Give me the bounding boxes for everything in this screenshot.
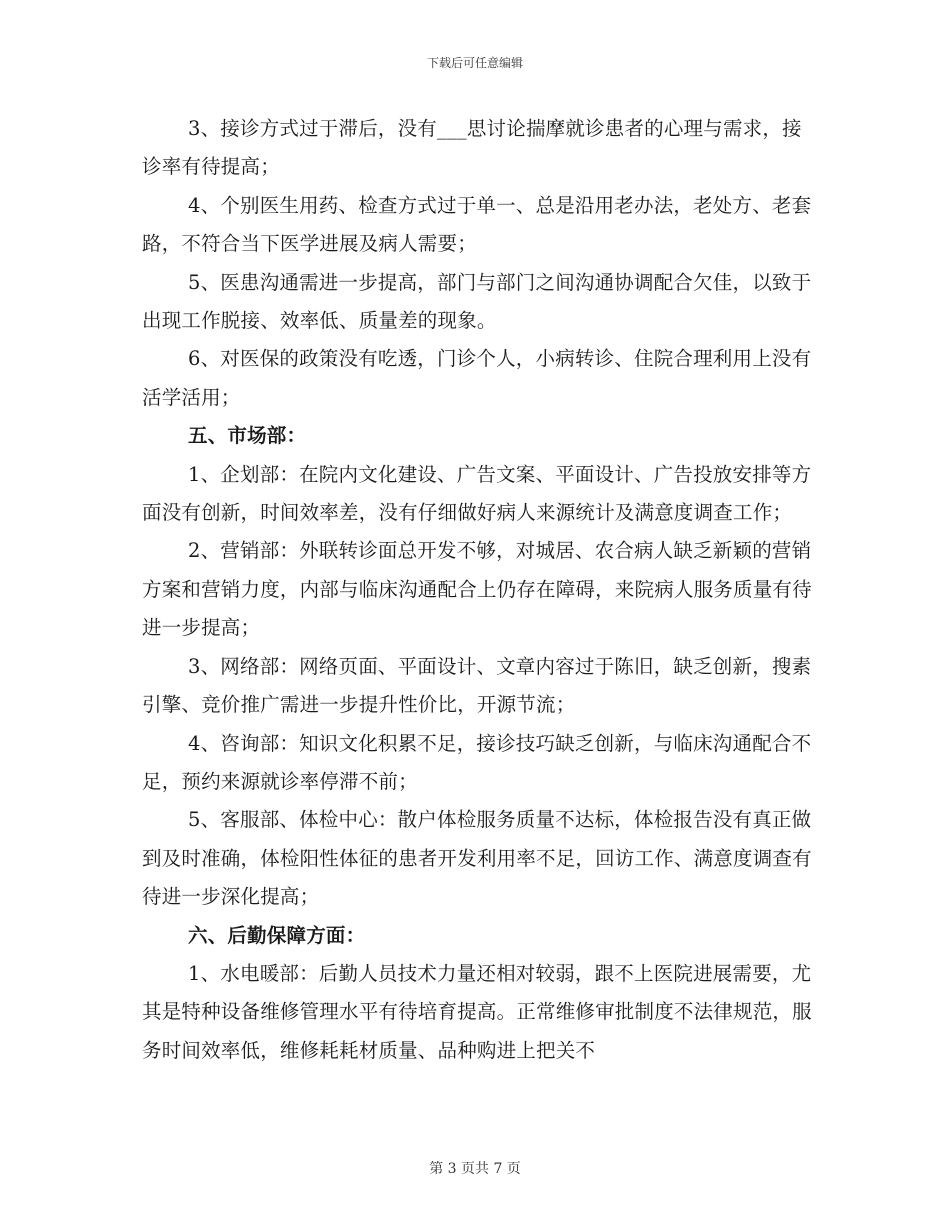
paragraph: 2、营销部：外联转诊面总开发不够，对城居、农合病人缺乏新颖的营销方案和营销力度，内部与临床沟通配合上仍存在障碍，来院病人服务质量有待进一步提高； — [142, 539, 812, 640]
paragraph: 4、咨询部：知识文化积累不足，接诊技巧缺乏创新，与临床沟通配合不足，预约来源就诊率停滞不前； — [142, 731, 812, 793]
paragraph: 1、企划部：在院内文化建设、广告文案、平面设计、广告投放安排等方面没有创新，时间效率差，没有仔细做好病人来源统计及满意度调查工作； — [142, 462, 812, 525]
paragraph: 3、接诊方式过于滞后，没有___思讨论揣摩就诊患者的心理与需求，接诊率有待提高； — [142, 117, 802, 179]
page-footer: 第 3 页共 7 页 — [429, 1161, 521, 1177]
paragraph: 5、客服部、体检中心：散户体检服务质量不达标，体检报告没有真正做到及时准确，体检阳性体征的患者开发利用率不足，回访工作、满意度调查有待进一步深化提高； — [142, 808, 812, 909]
document-body — [142, 110, 814, 1070]
paragraph: 3、网络部：网络页面、平面设计、文章内容过于陈旧，缺乏创新，搜素引擎、竞价推广需进一步提升性价比，开源节流； — [142, 654, 812, 717]
section-heading: 五、市场部： — [188, 424, 307, 448]
paragraph: 4、个别医生用药、检查方式过于单一、总是沿用老办法，老处方、老套路，不符合当下医学进展及病人需要； — [142, 193, 812, 256]
paragraph: 1、水电暖部：后勤人员技术力量还相对较弱，跟不上医院进展需要，尤其是特种设备维修管理水平有待培育提高。正常维修审批制度不法律规范，服务时间效率低，维修耗耗材质量、品种购进上把关不 — [142, 961, 812, 1062]
paragraph: 6、对医保的政策没有吃透，门诊个人，小病转诊、住院合理利用上没有活学活用； — [142, 347, 812, 409]
page-header: 下载后可任意编辑 — [426, 56, 523, 70]
paragraph: 5、医患沟通需进一步提高，部门与部门之间沟通协调配合欠佳，以致于出现工作脱接、效率低、质量差的现象。 — [142, 270, 812, 333]
section-heading: 六、后勤保障方面： — [188, 923, 366, 947]
